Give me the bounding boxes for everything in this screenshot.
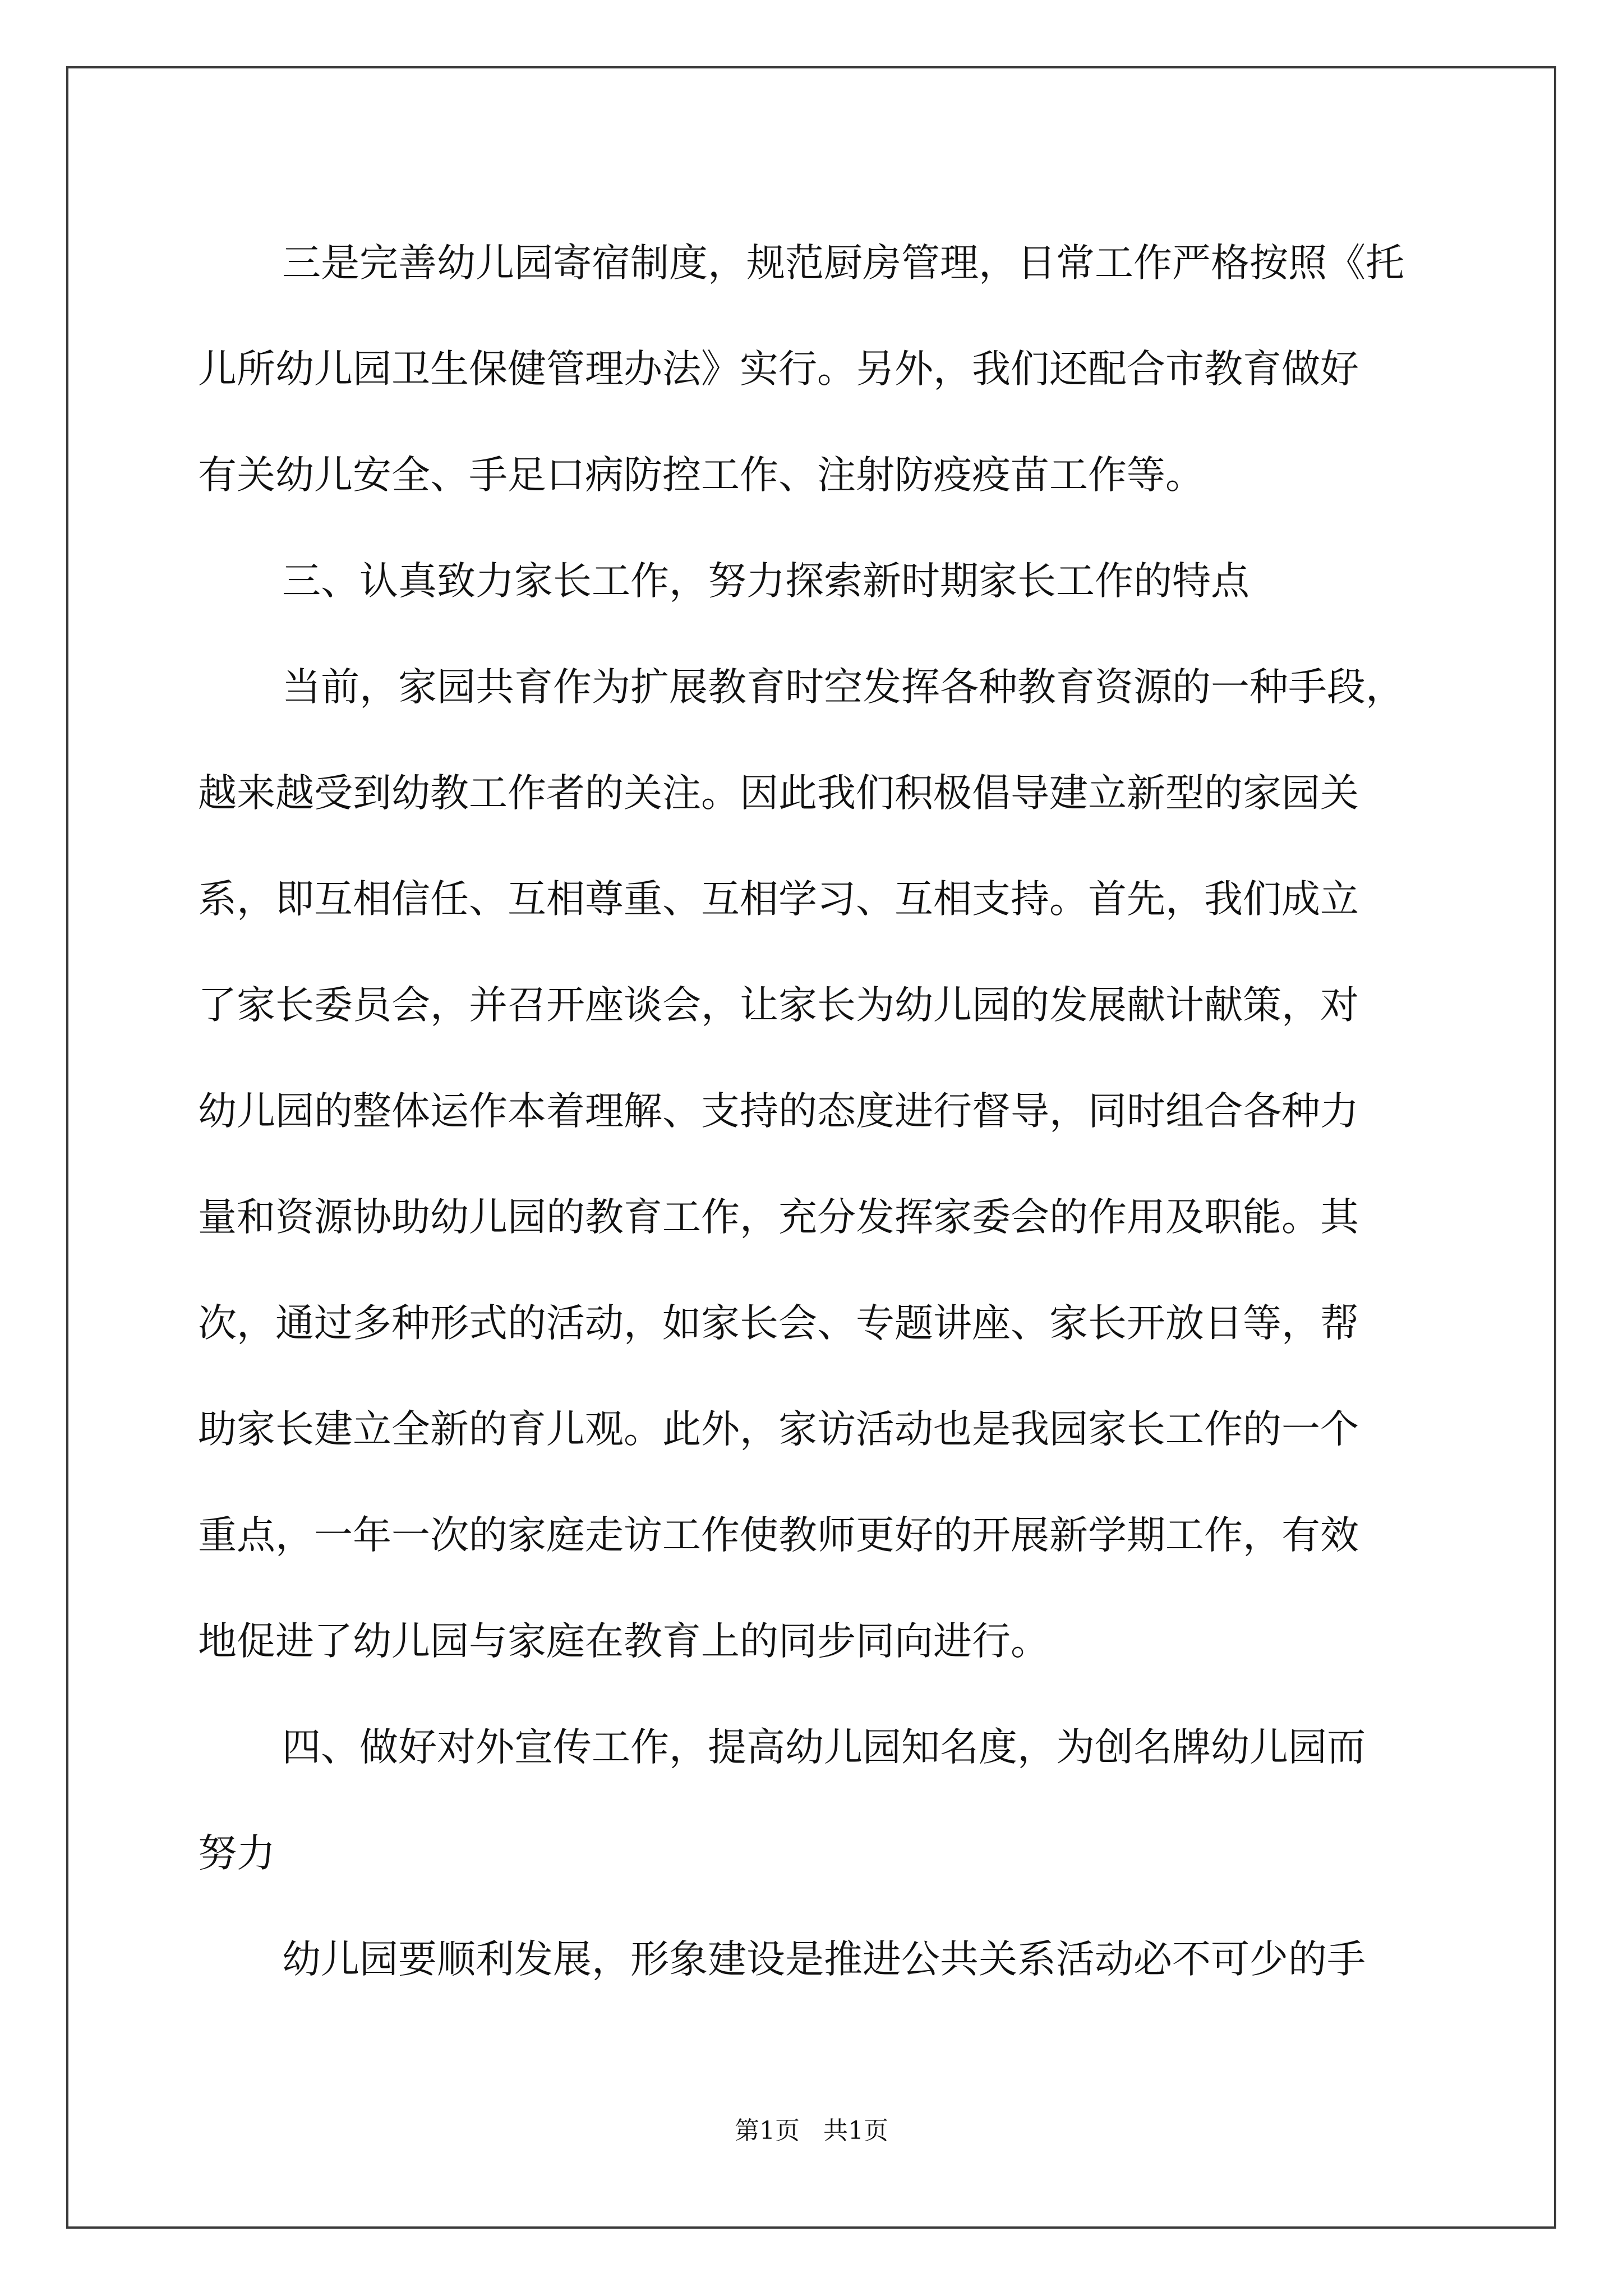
text-line: 地促进了幼儿园与家庭在教育上的同步同向进行。 bbox=[198, 1619, 1049, 1664]
text-line: 有关幼儿安全、手足口病防控工作、注射防疫疫苗工作等。 bbox=[198, 453, 1204, 498]
page-footer bbox=[0, 2110, 1623, 2146]
text-line: 儿所幼儿园卫生保健管理办法》实行。另外，我们还配合市教育做好 bbox=[198, 347, 1359, 392]
text-line: 量和资源协助幼儿园的教育工作，充分发挥家委会的作用及职能。其 bbox=[198, 1195, 1359, 1240]
document-body bbox=[198, 210, 1432, 2013]
section-heading: 四、做好对外宣传工作，提高幼儿园知名度，为创名牌幼儿园而 bbox=[282, 1725, 1366, 1770]
page-total: 共1页 bbox=[823, 2116, 888, 2145]
text-line: 当前，家园共育作为扩展教育时空发挥各种教育资源的一种手段， bbox=[282, 665, 1404, 710]
text-line: 幼儿园要顺利发展，形象建设是推进公共关系活动必不可少的手 bbox=[282, 1937, 1366, 1982]
text-line: 了家长委员会，并召开座谈会，让家长为幼儿园的发展献计献策，对 bbox=[198, 983, 1359, 1028]
text-line: 次，通过多种形式的活动，如家长会、专题讲座、家长开放日等，帮 bbox=[198, 1301, 1359, 1346]
text-line: 三是完善幼儿园寄宿制度，规范厨房管理，日常工作严格按照《托 bbox=[282, 241, 1404, 286]
text-line: 助家长建立全新的育儿观。此外，家访活动也是我园家长工作的一个 bbox=[198, 1407, 1359, 1452]
text-line: 重点，一年一次的家庭走访工作使教师更好的开展新学期工作，有效 bbox=[198, 1513, 1359, 1558]
text-line: 越来越受到幼教工作者的关注。因此我们积极倡导建立新型的家园关 bbox=[198, 771, 1359, 816]
section-heading-continued: 努力 bbox=[198, 1831, 275, 1876]
text-line: 幼儿园的整体运作本着理解、支持的态度进行督导，同时组合各种力 bbox=[198, 1089, 1359, 1134]
text-line: 系，即互相信任、互相尊重、互相学习、互相支持。首先，我们成立 bbox=[198, 877, 1359, 922]
section-heading: 三、认真致力家长工作，努力探索新时期家长工作的特点 bbox=[282, 559, 1249, 604]
page-number: 第1页 bbox=[735, 2116, 800, 2145]
